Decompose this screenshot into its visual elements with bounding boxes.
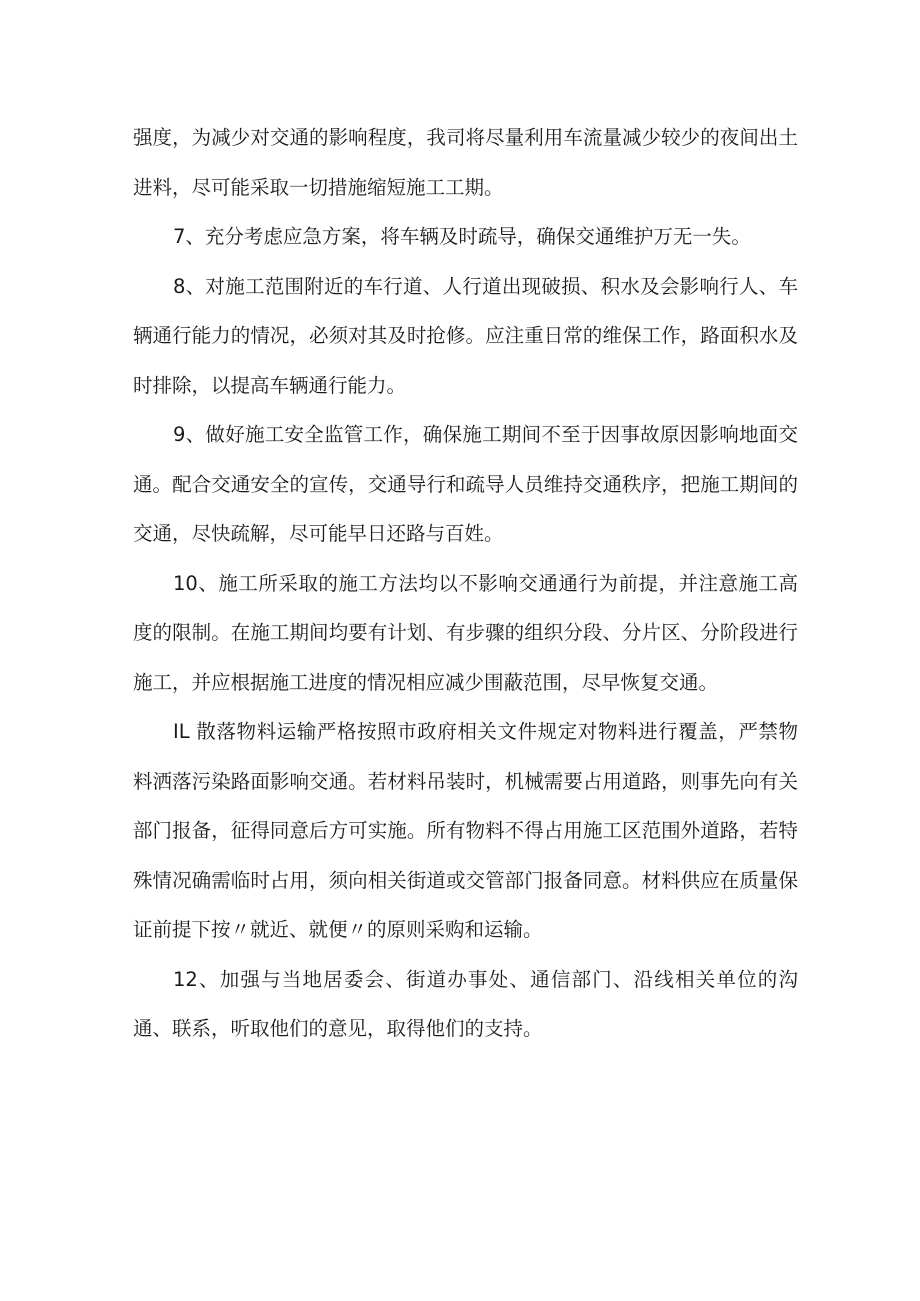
paragraph-item-10: 10、施工所采取的施工方法均以不影响交通通行为前提，并注意施工高度的限制。在施工期间均要有计划、有步骤的组织分段、分片区、分阶段进行施工，并应根据施工进度的情况相应减少围蔽范围，尽早恢复交通。 <box>133 571 798 694</box>
document-body <box>133 113 798 1054</box>
paragraph-item-7: 7、充分考虑应急方案，将车辆及时疏导，确保交通维护万无一失。 <box>173 225 751 248</box>
paragraph-item-12: 12、加强与当地居委会、街道办事处、通信部门、沿线相关单位的沟通、联系，听取他们的意见，取得他们的支持。 <box>133 967 798 1040</box>
paragraph-item-9: 9、做好施工安全监管工作，确保施工期间不至于因事故原因影响地面交通。配合交通安全的宣传，交通导行和疏导人员维持交通秩序，把施工期间的交通，尽快疏解，尽可能早日还路与百姓。 <box>133 423 798 545</box>
paragraph-item-8: 8、对施工范围附近的车行道、人行道出现破损、积水及会影响行人、车辆通行能力的情况，必须对其及时抢修。应注重日常的维保工作，路面积水及时排除，以提高车辆通行能力。 <box>133 274 798 397</box>
paragraph-item-11: IL 散落物料运输严格按照市政府相关文件规定对物料进行覆盖，严禁物料洒落污染路面影响交通。若材料吊装时，机械需要占用道路，则事先向有关部门报备，征得同意后方可实施。所有物料不得占用施工区范围外道路，若特殊情况确需临时占用，须向相关街道或交管部门报备同意。材料供应在质量保证前提下按〃就近、就便〃的原则采购和运输。 <box>133 720 798 941</box>
paragraph-continued: 强度，为减少对交通的影响程度，我司将尽量利用车流量减少较少的夜间出土进料，尽可能采取一切措施缩短施工工期。 <box>133 126 798 199</box>
